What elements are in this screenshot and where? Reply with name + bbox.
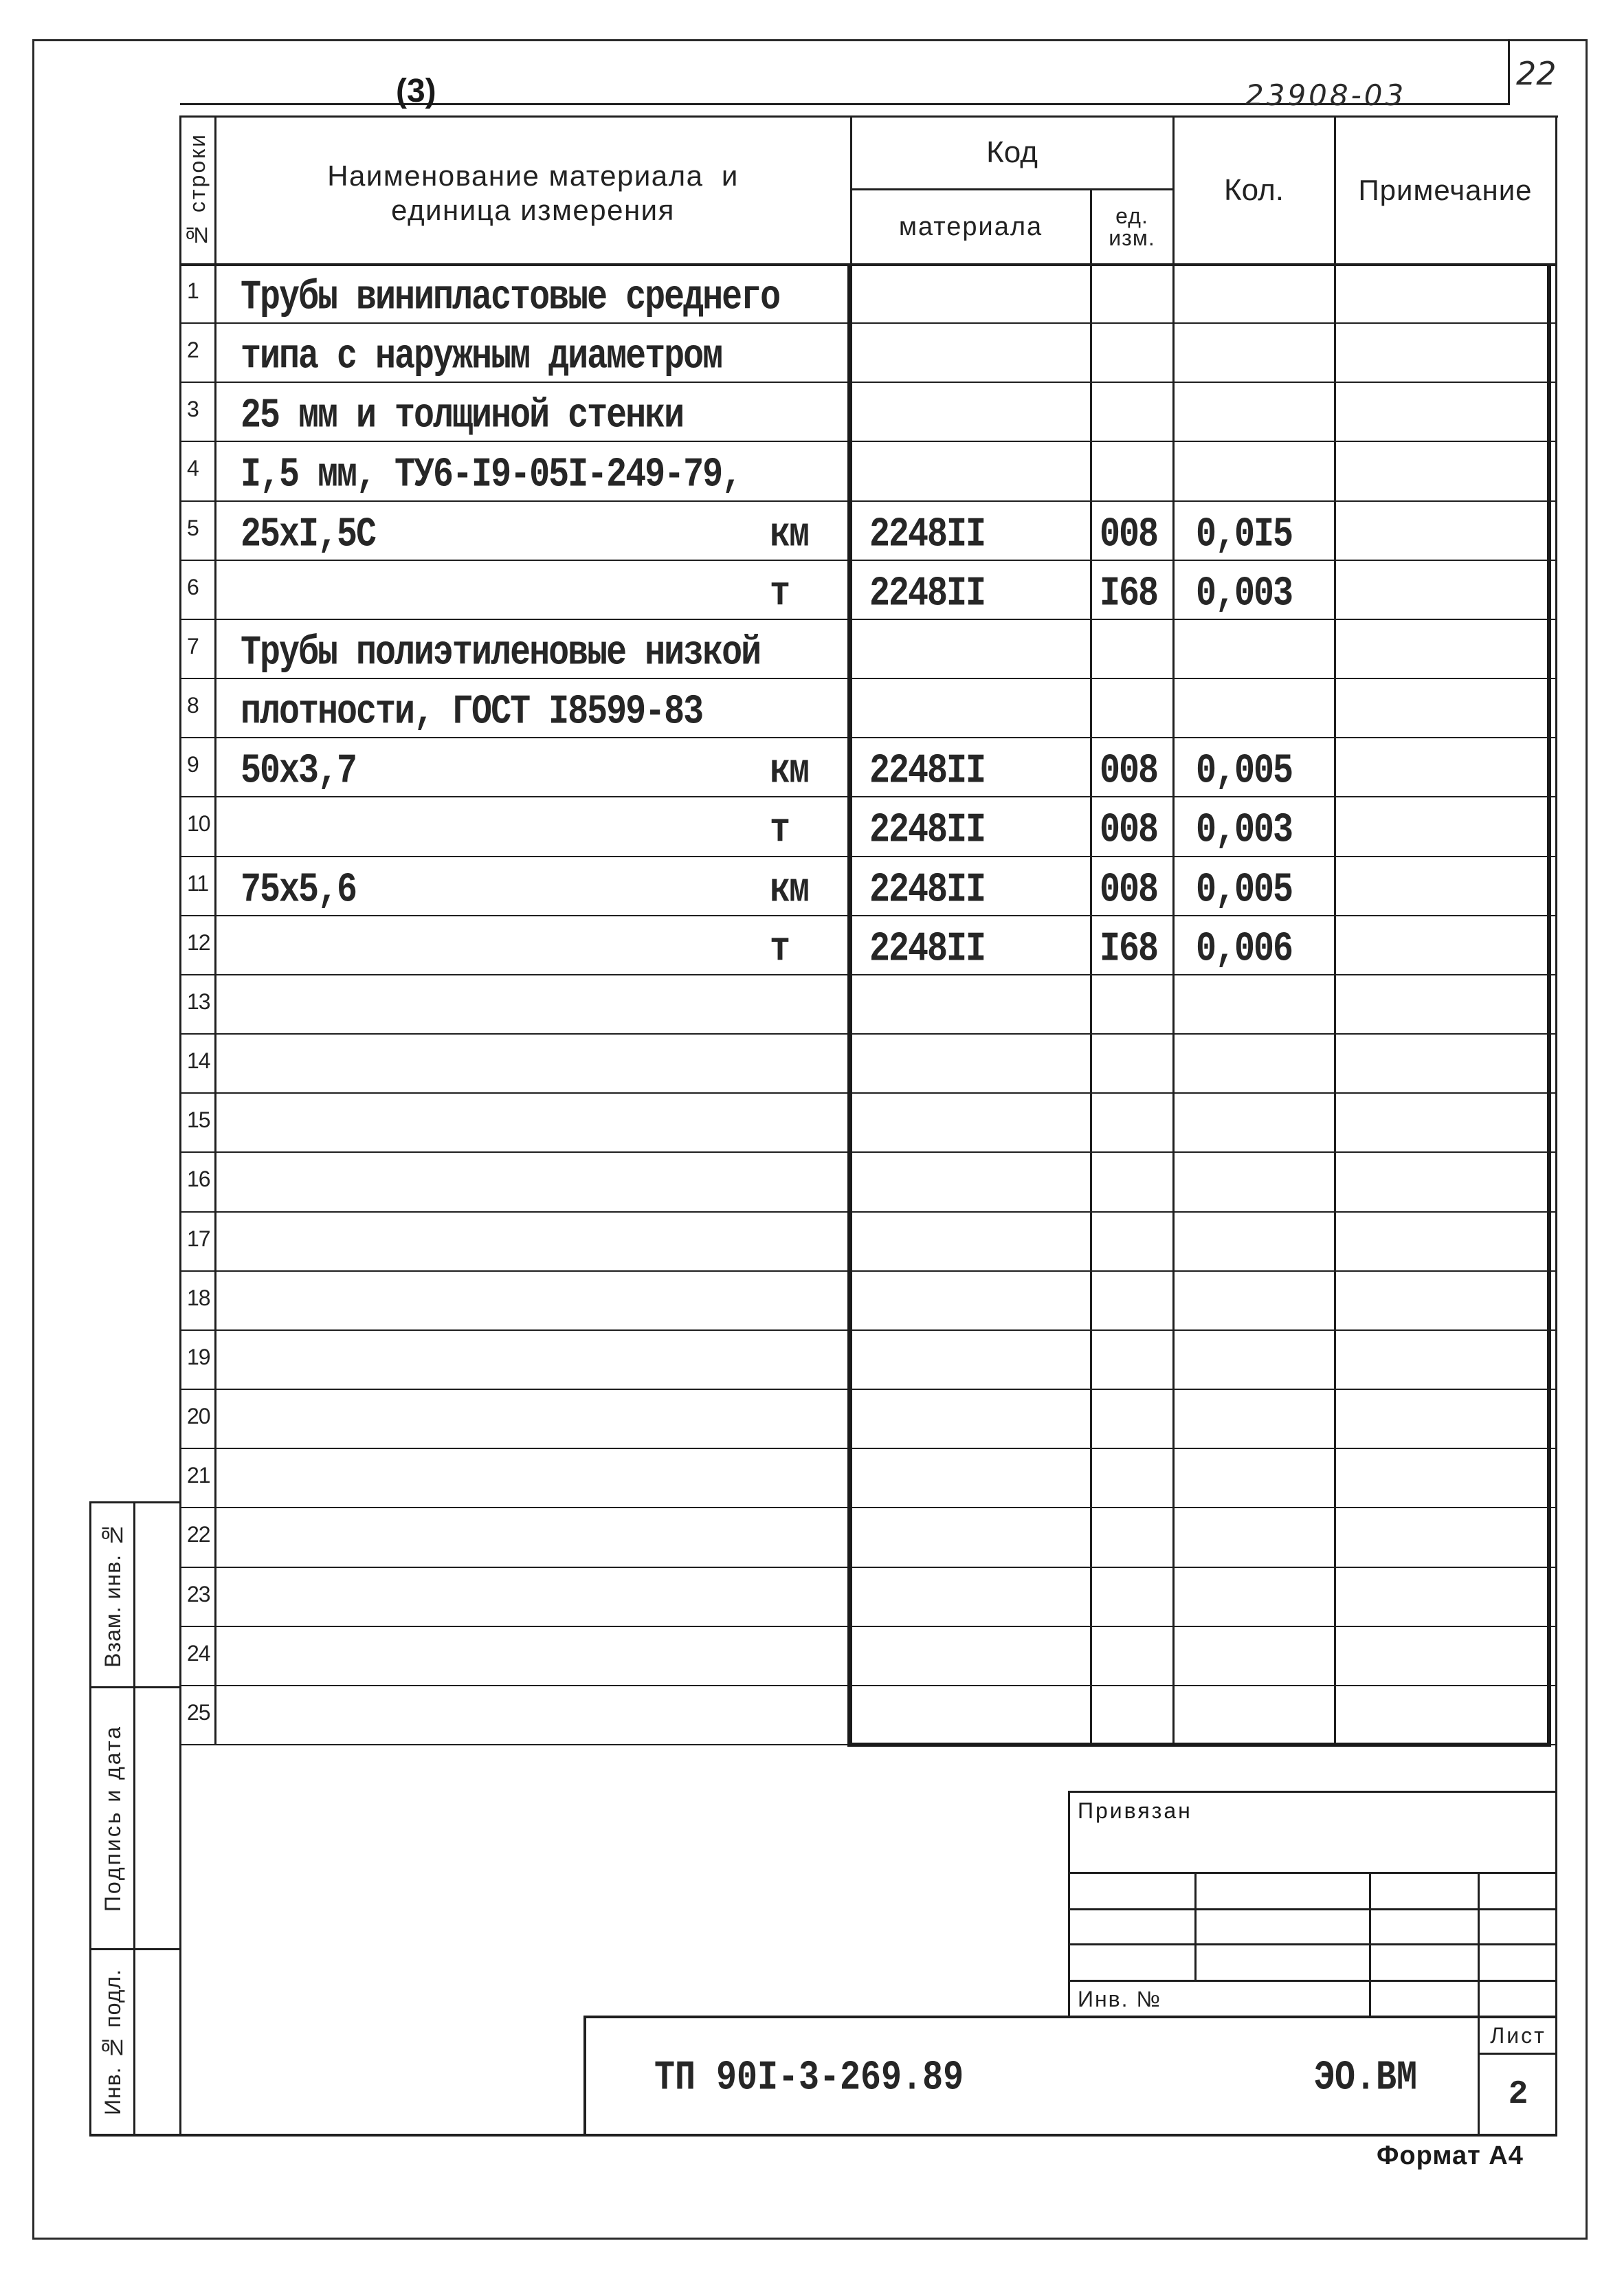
section-mark: (3): [396, 73, 436, 109]
note-column-header: Примечание: [1358, 174, 1533, 206]
replacement-inventory-field: [91, 1503, 134, 1687]
row-number-cell: 25: [187, 1699, 210, 1725]
material-code-cell: 2248II: [869, 925, 986, 973]
row-number-cell: 16: [187, 1167, 210, 1191]
original-inventory-label: Инв. № подл.: [100, 1969, 125, 2115]
quantity-column-header: Кол.: [1223, 173, 1284, 207]
row-number-cell: 14: [187, 1048, 210, 1073]
row-number-column-label: № строки: [185, 133, 210, 248]
row-number-cell: 22: [187, 1522, 210, 1547]
unit-code-cell: I68: [1100, 925, 1158, 973]
quantity-cell: 0,005: [1196, 747, 1293, 795]
row-number-cell: 9: [187, 751, 199, 777]
quantity-cell: 0,003: [1196, 570, 1293, 618]
row-number-cell: 4: [187, 456, 199, 481]
material-code-cell: 2248II: [869, 747, 986, 795]
material-code-column-header: материала: [898, 212, 1043, 241]
material-code-cell: 2248II: [869, 570, 986, 618]
unit-name-cell: км: [770, 866, 809, 914]
material-name-cell: типа с наружным диаметром: [241, 333, 722, 381]
row-number-cell: 13: [187, 989, 210, 1014]
row-number-cell: 7: [187, 633, 199, 659]
attached-box-line-2: [1069, 1908, 1557, 1910]
name-column-label-line2: единица измерения: [391, 194, 675, 226]
unit-code-cell: 008: [1100, 747, 1158, 795]
handwritten-page-number: 22: [1516, 55, 1557, 92]
unit-code-cell: 008: [1100, 511, 1158, 559]
row-number-cell: 23: [187, 1581, 210, 1607]
row-number-cell: 24: [187, 1640, 210, 1666]
signature-date-label: Подпись и дата: [100, 1724, 125, 1912]
material-code-cell: 2248II: [869, 807, 986, 854]
attached-box-top-border: [1069, 1791, 1557, 1793]
row-number-cell: 20: [187, 1403, 210, 1428]
row-number-cell: 10: [187, 811, 210, 836]
attached-box-left-border: [1068, 1791, 1070, 2018]
code-region-heavy-outline: [847, 265, 1551, 1747]
material-code-cell: 2248II: [869, 866, 986, 914]
row-number-cell: 6: [187, 574, 199, 599]
signature-date-field: [91, 1688, 134, 1949]
quantity-cell: 0,0I5: [1196, 511, 1293, 559]
row-number-cell: 5: [187, 515, 199, 540]
unit-name-cell: т: [770, 925, 790, 973]
row-number-cell: 3: [187, 396, 199, 421]
row-number-cell: 19: [187, 1344, 210, 1369]
handwritten-document-code: 23908-03: [1245, 78, 1407, 112]
row-number-cell: 15: [187, 1107, 210, 1132]
title-block-left-border: [583, 2016, 586, 2136]
unit-code-label-line2: изм.: [1109, 225, 1155, 250]
name-column-label-line1: Наименование материала и: [327, 159, 739, 192]
row-number-cell: 2: [187, 337, 199, 362]
attached-label: Привязан: [1078, 1798, 1192, 1823]
material-name-cell: Трубы полиэтиленовые низкой: [241, 629, 761, 677]
document-designation: ТП 90I-3-269.89: [654, 2054, 964, 2102]
sheet-bottom-border: [90, 2134, 1557, 2137]
unit-code-cell: 008: [1100, 807, 1158, 854]
unit-name-cell: км: [770, 747, 809, 795]
row-number-cell: 21: [187, 1462, 210, 1488]
unit-code-cell: 008: [1100, 866, 1158, 914]
material-name-cell: Трубы винипластовые среднего: [241, 274, 780, 322]
row-number-cell: 1: [187, 278, 199, 303]
attached-box-line-1: [1069, 1872, 1557, 1874]
row-number-cell: 12: [187, 929, 210, 955]
code-group-header: Код: [986, 135, 1038, 169]
material-name-cell: 25 мм и толщиной стенки: [241, 392, 684, 440]
material-name-cell: плотности, ГОСТ I8599-83: [241, 688, 703, 736]
row-number-cell: 11: [187, 870, 209, 896]
attached-box-column-1: [1194, 1873, 1197, 1980]
material-name-cell: 50х3,7: [241, 747, 357, 795]
row-number-cell: 8: [187, 692, 199, 718]
replacement-inventory-label: Взам. инв. №: [100, 1522, 125, 1668]
unit-name-cell: км: [770, 511, 809, 559]
sheet-label: Лист: [1490, 2022, 1546, 2048]
unit-code-column-header: [1091, 189, 1173, 265]
inventory-number-label: Инв. №: [1078, 1986, 1161, 2011]
quantity-cell: 0,005: [1196, 866, 1293, 914]
row-number-column-header: [180, 116, 215, 265]
row-number-cell: 18: [187, 1285, 210, 1310]
original-inventory-field: [91, 1950, 134, 2134]
sheet-number: 2: [1508, 2076, 1528, 2113]
name-column-header: [215, 116, 851, 265]
quantity-cell: 0,006: [1196, 925, 1293, 973]
row-number-cell: 17: [187, 1226, 210, 1251]
material-name-cell: 75х5,6: [241, 866, 357, 914]
material-name-cell: 25хI,5С: [241, 511, 376, 559]
page-number-box-divider: [1508, 39, 1510, 105]
quantity-cell: 0,003: [1196, 807, 1293, 854]
material-code-cell: 2248II: [869, 511, 986, 559]
document-mark: ЭО.ВМ: [1314, 2054, 1418, 2102]
unit-name-cell: т: [770, 807, 790, 854]
unit-code-cell: I68: [1100, 570, 1158, 618]
unit-code-label-line1: ед.: [1115, 203, 1148, 228]
title-block-top-border: [584, 2016, 1557, 2018]
material-name-cell: I,5 мм, ТУ6-I9-05I-249-79,: [241, 452, 742, 499]
paper-format-label: Формат А4: [1377, 2141, 1524, 2170]
unit-name-cell: т: [770, 570, 790, 618]
attached-box-column-2: [1369, 1873, 1371, 2017]
attached-box-line-3: [1069, 1943, 1557, 1945]
